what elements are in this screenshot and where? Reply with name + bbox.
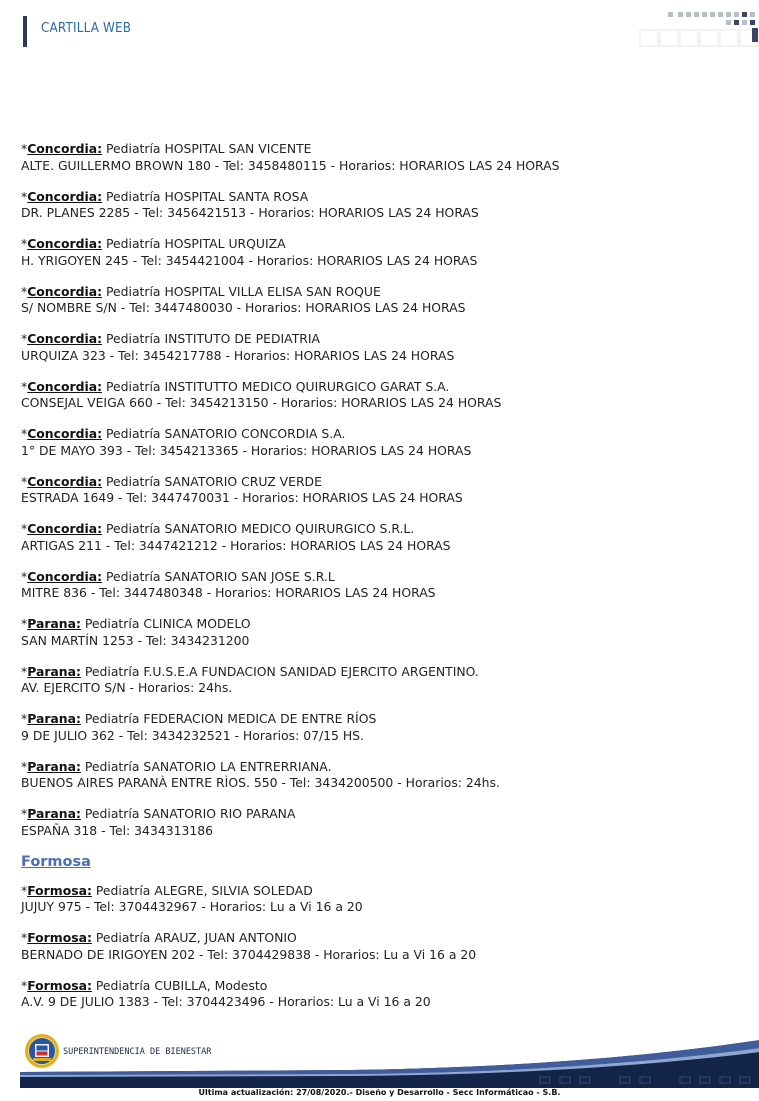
provider-name: Pediatría ARAUZ, JUAN ANTONIO (95, 930, 297, 945)
provider-name: Pediatría SANATORIO RIO PARANA (84, 806, 296, 821)
provider-name: Pediatría HOSPITAL SAN VICENTE (105, 141, 312, 156)
provider-detail: SAN MARTÍN 1253 - Tel: 3434231200 (21, 632, 250, 648)
provider-detail: ESTRADA 1649 - Tel: 3447470031 - Horarios: HORARIOS LAS 24 HORAS (21, 490, 463, 505)
provider-detail: AV. EJERCITO S/N - Horarios: 24hs. (21, 680, 233, 695)
provider-name: Pediatría INSTITUTO DE PEDIATRIA (105, 331, 321, 346)
provider-detail: S/ NOMBRE S/N - Tel: 3447480030 - Horarios: HORARIOS LAS 24 HORAS (21, 300, 466, 315)
provider-name: Pediatría SANATORIO SAN JOSE S.R.L (105, 568, 335, 584)
city-link[interactable]: Concordia: (27, 188, 103, 204)
footer-update-note: Ultima actualización: 27/08/2020.- Diseño y Desarrollo - Secc Informáticao - S.B. (198, 1088, 561, 1097)
list-item: *Concordia: Pediatría HOSPITAL VILLA ELISA SAN ROQUE S/ NOMBRE S/N - Tel: 3447480030 - Horarios: HORARIOS LAS 24 HORAS (21, 283, 466, 315)
provider-detail: H. YRIGOYEN 245 - Tel: 3454421004 - Horarios: HORARIOS LAS 24 HORAS (21, 252, 478, 268)
provider-name: Pediatría FEDERACION MEDICA DE ENTRE RÍOS (84, 711, 377, 726)
provider-name: Pediatría INSTITUTTO MEDICO QUIRURGICO GARAT S.A. (105, 378, 450, 394)
provider-detail: BERNADO DE IRIGOYEN 202 - Tel: 3704429838 - Horarios: Lu a Vi 16 a 20 (21, 946, 477, 962)
list-item: *Concordia: Pediatría SANATORIO CRUZ VERDE ESTRADA 1649 - Tel: 3447470031 - Horarios: HORARIOS LAS 24 HORAS (21, 473, 463, 505)
provider-detail: CONSEJAL VEIGA 660 - Tel: 3454213150 - Horarios: HORARIOS LAS 24 HORAS (21, 395, 502, 410)
provider-detail: ARTIGAS 211 - Tel: 3447421212 - Horarios: HORARIOS LAS 24 HORAS (21, 537, 451, 553)
provider-detail: 9 DE JULIO 362 - Tel: 3434232521 - Horarios: 07/15 HS. (21, 727, 364, 743)
provider-name: Pediatría SANATORIO LA ENTRERRIANA. (84, 758, 332, 774)
list-item: *Formosa: Pediatría ALEGRE, SILVIA SOLEDAD JUJUY 975 - Tel: 3704432967 - Horarios: Lu a Vi 16 a 20 (21, 882, 363, 914)
provider-detail: BUENOS AIRES PARANÀ ENTRE RÌOS. 550 - Tel: 3434200500 - Horarios: 24hs. (21, 775, 500, 790)
city-link[interactable]: Formosa: (27, 882, 92, 898)
list-item: *Concordia: Pediatría HOSPITAL SAN VICENTE ALTE. GUILLERMO BROWN 180 - Tel: 3458480115 - Horarios: HORARIOS LAS 24 HORAS (21, 141, 560, 173)
list-item: *Concordia: Pediatría HOSPITAL URQUIZA H. YRIGOYEN 245 - Tel: 3454421004 - Horarios: HORARIOS LAS 24 HORAS (21, 236, 478, 268)
provider-name: Pediatría SANATORIO CONCORDIA S.A. (105, 426, 346, 441)
list-item: *Parana: Pediatría SANATORIO LA ENTRERRIANA. BUENOS AIRES PARANÀ ENTRE RÌOS. 550 - Tel: 3434200500 - Horarios: 24hs. (21, 758, 500, 790)
provider-detail: 1° DE MAYO 393 - Tel: 3454213365 - Horarios: HORARIOS LAS 24 HORAS (21, 442, 472, 458)
list-item: *Parana: Pediatría SANATORIO RIO PARANA ESPAÑA 318 - Tel: 3434313186 (21, 806, 296, 838)
city-link[interactable]: Concordia: (27, 331, 103, 346)
provider-name: Pediatría HOSPITAL URQUIZA (105, 236, 286, 251)
city-link[interactable]: Formosa: (27, 930, 92, 945)
city-link[interactable]: Concordia: (27, 473, 103, 489)
header-decoration (638, 10, 759, 50)
page-title: CARTILLA WEB (41, 21, 132, 36)
list-item: *Concordia: Pediatría INSTITUTO DE PEDIATRIA URQUIZA 323 - Tel: 3454217788 - Horarios: HORARIOS LAS 24 HORAS (21, 331, 455, 363)
footer-organization-name: SUPERINTENDENCIA DE BIENESTAR (63, 1047, 212, 1057)
list-item: *Concordia: Pediatría INSTITUTTO MEDICO QUIRURGICO GARAT S.A. CONSEJAL VEIGA 660 - Tel: 3454213150 - Horarios: HORARIOS LAS 24 HORAS (21, 378, 502, 410)
list-item: *Formosa: Pediatría CUBILLA, Modesto A.V. 9 DE JULIO 1383 - Tel: 3704423496 - Horarios: Lu a Vi 16 a 20 (21, 977, 431, 1009)
list-item: *Concordia: Pediatría SANATORIO CONCORDIA S.A. 1° DE MAYO 393 - Tel: 3454213365 - Horarios: HORARIOS LAS 24 HORAS (21, 426, 472, 458)
city-link[interactable]: Concordia: (27, 141, 103, 156)
city-link[interactable]: Concordia: (27, 236, 103, 251)
city-link[interactable]: Concordia: (27, 283, 103, 299)
provider-name: Pediatría SANATORIO MEDICO QUIRURGICO S.R.L. (105, 521, 415, 536)
list-item: *Formosa: Pediatría ARAUZ, JUAN ANTONIO BERNADO DE IRIGOYEN 202 - Tel: 3704429838 - Horarios: Lu a Vi 16 a 20 (21, 930, 477, 962)
superintendencia-logo-icon (24, 1033, 60, 1069)
provider-detail: JUJUY 975 - Tel: 3704432967 - Horarios: Lu a Vi 16 a 20 (21, 899, 363, 914)
provider-name: Pediatría F.U.S.E.A FUNDACION SANIDAD EJERCITO ARGENTINO. (84, 663, 479, 679)
footer-wave-banner (20, 1036, 759, 1088)
provider-detail: MITRE 836 - Tel: 3447480348 - Horarios: HORARIOS LAS 24 HORAS (21, 585, 436, 600)
city-link[interactable]: Formosa: (27, 977, 92, 993)
provider-detail: DR. PLANES 2285 - Tel: 3456421513 - Horarios: HORARIOS LAS 24 HORAS (21, 205, 479, 220)
city-link[interactable]: Concordia: (27, 426, 103, 441)
city-link[interactable]: Parana: (27, 663, 81, 679)
city-link[interactable]: Concordia: (27, 521, 103, 536)
city-link[interactable]: Parana: (27, 711, 81, 726)
list-item: *Concordia: Pediatría HOSPITAL SANTA ROSA DR. PLANES 2285 - Tel: 3456421513 - Horarios: HORARIOS LAS 24 HORAS (21, 188, 479, 220)
list-item: *Concordia: Pediatría SANATORIO SAN JOSE S.R.L MITRE 836 - Tel: 3447480348 - Horarios: HORARIOS LAS 24 HORAS (21, 568, 436, 600)
list-item: *Parana: Pediatría CLINICA MODELO SAN MARTÍN 1253 - Tel: 3434231200 (21, 616, 251, 648)
header-accent-bar (23, 16, 27, 47)
list-item: *Parana: Pediatría F.U.S.E.A FUNDACION SANIDAD EJERCITO ARGENTINO. AV. EJERCITO S/N - Horarios: 24hs. (21, 663, 479, 695)
provider-name: Pediatría HOSPITAL VILLA ELISA SAN ROQUE (105, 283, 381, 299)
city-link[interactable]: Parana: (27, 758, 81, 774)
provider-detail: ALTE. GUILLERMO BROWN 180 - Tel: 3458480115 - Horarios: HORARIOS LAS 24 HORAS (21, 157, 560, 173)
list-item: *Parana: Pediatría FEDERACION MEDICA DE ENTRE RÍOS 9 DE JULIO 362 - Tel: 3434232521 - Horarios: 07/15 HS. (21, 711, 377, 743)
provider-list (21, 141, 741, 1025)
city-link[interactable]: Parana: (27, 806, 81, 821)
city-link[interactable]: Concordia: (27, 378, 103, 394)
provider-detail: URQUIZA 323 - Tel: 3454217788 - Horarios: HORARIOS LAS 24 HORAS (21, 347, 455, 363)
list-item: *Concordia: Pediatría SANATORIO MEDICO QUIRURGICO S.R.L. ARTIGAS 211 - Tel: 3447421212 - Horarios: HORARIOS LAS 24 HORAS (21, 521, 451, 553)
provider-name: Pediatría CUBILLA, Modesto (95, 977, 268, 993)
provider-name: Pediatría SANATORIO CRUZ VERDE (105, 473, 322, 489)
city-link[interactable]: Concordia: (27, 568, 103, 584)
provider-detail: ESPAÑA 318 - Tel: 3434313186 (21, 822, 214, 838)
section-heading[interactable]: Formosa (21, 853, 91, 870)
provider-name: Pediatría HOSPITAL SANTA ROSA (105, 188, 309, 204)
city-link[interactable]: Parana: (27, 616, 81, 631)
provider-detail: A.V. 9 DE JULIO 1383 - Tel: 3704423496 - Horarios: Lu a Vi 16 a 20 (21, 994, 431, 1009)
provider-name: Pediatría CLINICA MODELO (84, 616, 251, 631)
provider-name: Pediatría ALEGRE, SILVIA SOLEDAD (95, 882, 313, 898)
